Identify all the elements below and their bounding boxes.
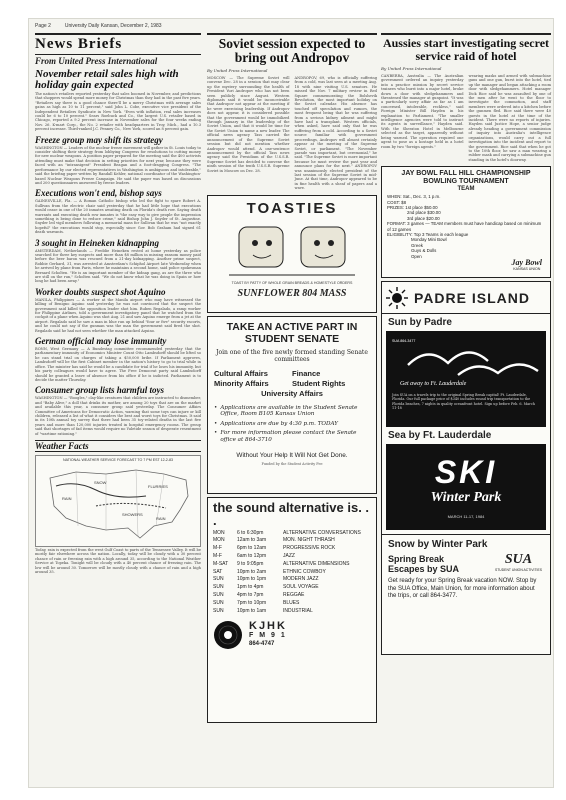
aussies-byline: By United Press International [381, 66, 442, 71]
bowling-detail: Greek [411, 242, 423, 248]
brief-body: WASHINGTON — "Boogles," clay-like creatures that children are instructed to dismember, and "Baby Alive," a doll that drinks its mother, are among 20 toys that are on the market and available this year, a consumer group said yesterday. The Consumer Affairs Committee of Americans for Democratic Action, warning that some toys can injure or kill children, released a list of what it considers the best and worst toys for Christmas. It said in its 10th annual toy survey that there had been 35 toy-related deaths in the last five years and more than 120,000 injuries treated in hospital emergency rooms. The group said that shortages of fad items would require no Yuletide season of desperate resentment of "wartime rationing." [35, 396, 201, 436]
schedule-show: INDUSTRIAL [283, 607, 313, 614]
schedule-time: 6pm to 12am [237, 545, 267, 552]
brief-body: WASHINGTON — Leaders of the nuclear freeze movement will gather in St. Louis today to consider shifting their strategy from lobbying Congress for resolutions to cutting money for new nuclear weapons. A position paper prepared for the meeting said the 400 activists attending must make that decision in setting priorities for next year, because they were faced with an "intransigent" President Reagan and a foot-dragging Congress. "The performance by our elected representatives in Washington is ambiguous and intolerable," said the briefing paper written by Randall Kehler, national coordinator of the Washington-based Nuclear Weapons Freeze Campaign. He said the paper was based on discussions and 200 questionnaires answered by freeze leaders. [35, 145, 201, 185]
bullet-icon: • [214, 420, 218, 427]
map-label: SNOW [94, 479, 107, 485]
schedule-day: SUN [213, 591, 224, 598]
padre-signature: Get away to Ft. Lauderdale [400, 381, 467, 388]
bowling-detail: 2nd place $30.00 [407, 210, 441, 216]
bowling-headline: JAY BOWL FALL HILL CHAMPIONSHIP BOWLING TOURNAMENT [401, 170, 531, 186]
committee-name: University Affairs [261, 388, 323, 398]
bowling-detail: ELIGIBILITY: Top 3 Teams in each league [387, 231, 469, 237]
senate-ad [207, 316, 377, 494]
schedule-time: 4pm to 7pm [237, 591, 264, 598]
news-briefs-title: News Briefs [35, 33, 201, 55]
kjhk-station: KJHK [249, 619, 287, 632]
senate-bullet: Applications are due by 4:30 p.m. TODAY [220, 420, 338, 427]
schedule-show: BLUES [283, 599, 300, 606]
schedule-day: SAT [213, 568, 223, 575]
jaybowl-logo-text: Jay Bowl [511, 258, 542, 268]
schedule-time: 7pm to 10pm [237, 599, 267, 606]
schedule-day: SUN [213, 607, 224, 614]
folio [35, 23, 549, 29]
news-briefs-subtitle: From United Press International [35, 56, 158, 66]
kjhk-headline: the sound alternative is. . . [213, 499, 370, 528]
senate-bullets [214, 405, 370, 444]
weather-map [35, 455, 201, 547]
ski-panel [386, 444, 546, 530]
aussies-col-a: CANBERRA, Australia — The Australian government ordered an inquiry yesterday into a practice mission by secret service trainees who burst into a major hotel, broke down a door with sledgehammers and threatened the manager at gunpoint. "It was a particularly sorry affair as far as I am concerned, intolerable, reckless," said Foreign Minister Bill Hayden in his explanation to Parliament. "The smaller intelligence agencies were told to instruct its agents in surveillance," Hayden said. With the Sheraton Hotel in Melbourne selected as the target, apparently without being warned. The operation required one agent to pose as a hostage held in a hotel room by two "foreign agents." [381, 74, 464, 149]
schedule-row [213, 546, 371, 552]
committee-name: Cultural Affairs [214, 368, 268, 378]
toast-illustration-icon [209, 219, 375, 281]
soviet-story [207, 75, 377, 191]
padre-sua-phone: SUA 864-3477 [392, 339, 416, 344]
kjhk-phone: 864-4747 [249, 640, 275, 647]
sua-logo-text: SUA [504, 552, 533, 568]
schedule-show: PROGRESSIVE ROCK [283, 545, 336, 552]
soviet-col-a: MOSCOW — The Supreme Soviet will convene Dec. 28 in a session that may clear up the mystery surrounding the health of President Yuri Andropov who has not been seen publicly since August. Western diplomats said it would be inconceivable that Andropov not appear at the meeting if he were exercising leadership. If Andropov does not appear, it is considered possible that the government would be immobilized through January in the leadership of the Soviet Union, and that it would be time for the Soviet Union to name a new leader. The official news agency Tass carried the announcement of the Supreme Soviet session but did not mention whether Andropov would attend. A one-sentence announcement by the official Tass news agency said the Presidium of the U.S.S.R. Supreme Soviet has decided to convene the ninth session of the tenth U.S.S.R. Supreme Soviet in Moscow on Dec. 28. [207, 76, 290, 173]
bowling-details [387, 194, 545, 259]
bowling-detail: PRIZES: 1st place $50.00 [387, 204, 438, 210]
kjhk-schedule [213, 531, 371, 615]
schedule-row [213, 585, 371, 591]
schedule-row [213, 531, 371, 537]
ski-dates: MARCH 11-17, 1984 [447, 514, 485, 520]
vinyl-record-icon [213, 620, 243, 650]
ski-sub: Winter Park [430, 490, 502, 506]
news-briefs-column [35, 33, 201, 574]
schedule-day: SUN [213, 584, 224, 591]
aussies-col-b: wearing masks and armed with submachine guns and one gun, burst into the hotel, tied up the manager and began attacking a room door with sledgehammers. Hotel manager Dick Rice said he was assaulted by one of the men after he went to the floor to investigate the commotion, and staff members were ordered into a kitchen before the gunmen fled. Rice said there were 40 guests in the hotel at the time of the incident. There were no reports of injuries. Hayden said Justice Hope, a senior judge already heading a government commission of inquiry into Australia's intelligence organizations, would carry out a full investigation into the incident and report to the government. Rice said that when he got to the 10th floor, he saw a man wearing a rubber mask and carrying a submachine gun standing in the hotel's doorway. [468, 74, 551, 162]
brief-headline: 3 sought in Heineken kidnapping [35, 237, 160, 248]
schedule-show: ETHNIC COWBOY [283, 568, 326, 575]
schedule-show: SOUL VOYAGE [283, 584, 319, 591]
brief-body: The nation's retailers reported yesterday that sales boomed in November, and predictions that shoppers would spend more money for Christmas than they had in the past five years. "Retailers say there is a good chance there'll be a merry Christmas with average sales gains as high as 10 to 11 percent," said John L. Cobe, executive vice president of the Independent Retailers Syndicate in New York. "Even with inflation, real sales increases could be 6 to 10 percent." Sears Roebuck and Co., the largest U.S. retailer based in Chicago, reported a 9.2 percent increase in November sales for the four weeks ending Nov. 26. K-mart Corp., the No. 2 retailer with headquarters in Troy, Mich., had a 10.3 percent increase. Third-ranked J.C. Penney Co., New York, scored an 8 percent gain. [35, 92, 201, 132]
schedule-day: MON [213, 529, 225, 536]
bowling-detail: Monday Mini Bowl [411, 237, 447, 243]
senate-credit: Funded by the Student Activity Fee [261, 461, 323, 466]
sua-logo-sub: STUDENT UNION ACTIVITIES [494, 568, 542, 573]
aussies-headline: Aussies start investigating secret service raid of hotel [381, 33, 551, 63]
schedule-time: 10pm to 2am [237, 568, 267, 575]
schedule-show: ALTERNATIVE CONVERSATIONS [283, 529, 361, 536]
committee-name: Finance [292, 368, 321, 378]
weather-body: Today, rain is expected from the west Gulf Coast to parts of the Tennessee Valley. It will be mostly fair elsewhere across the nation. Locally, today will be cloudy with a 30 percent chance of rain or freezing rain with a high around 35, according to the National Weather Service at Topeka. Tonight will be cloudy with a 40 percent chance of freezing rain. The low will be around 30. Tomorrow will be mostly cloudy with a chance of rain and a high around 35. [35, 547, 201, 574]
sun-icon [386, 287, 408, 309]
schedule-show: JAZZ [283, 552, 295, 559]
brief-headline: November retail sales high with holiday gain expected [35, 68, 179, 91]
senate-subline: Join one of the five newly formed standing Senate committees [216, 348, 368, 363]
map-label: SHOWERS [122, 511, 143, 517]
jaybowl-logo [512, 258, 542, 271]
senate-committees [214, 369, 370, 399]
padre-banner [382, 282, 550, 314]
soviet-headline: Soviet session expected to bring out Andropov [207, 33, 377, 65]
brief-headline: Consumer group lists harmful toys [35, 385, 165, 396]
map-label: RAIN [156, 515, 166, 521]
middle-column [207, 33, 377, 723]
bowling-detail: 3rd place $20.00 [407, 215, 440, 221]
soviet-col-b: ANDROPOV, 69, who is officially suffering from a cold, was last seen at a meeting Aug. 18 with nine visiting U.S. senators. He missed the Nov. 7 military review in Red Square commemorating the Bolshevik Revolution, the most important holiday on the Soviet calendar. His absence has touched off speculation and rumors, the most frequent being that he was suffering from a serious kidney ailment and might have had a transplant. Western officials, when asked, have said only that he was suffering from a cold. According to a Soviet source familiar with government proceedings, Andropov will almost certainly appear at the meeting of the Supreme Soviet, or parliament. "The November parade was important, but ceremonial," he said. "The Supreme Soviet is more important because he must review the past year and announce plans for the next." ANDROPOV was unanimously elected president of the last session of the Supreme Soviet in mid-June. At that time, Andropov appeared to be in fine health with a sheaf of papers and a wave. [294, 76, 377, 191]
senate-headline: TAKE AN ACTIVE PART IN STUDENT SENATE [226, 320, 358, 345]
right-column [381, 33, 551, 655]
winter-headline: Snow by Winter Park [382, 534, 550, 552]
brief-headline: Executions won't end, bishop says [35, 188, 162, 199]
weather-title: Weather Facts [35, 440, 201, 452]
bowling-detail: Guys & Dolls [411, 248, 437, 254]
schedule-day: M-SAT [213, 560, 229, 567]
kjhk-ad [207, 497, 377, 723]
map-label: FLURRIES [148, 483, 168, 489]
schedule-time: 9 to 9:05pm [237, 560, 264, 567]
bowling-detail: WHEN: Sat., Dec. 3, 1 p.m. [387, 194, 441, 200]
schedule-day: M-F [213, 552, 222, 559]
schedule-day: SUN [213, 599, 224, 606]
senate-bullet: For more information please contact the Senate office at 864-3710 [220, 430, 357, 443]
schedule-row [213, 562, 371, 568]
committee-name: Student Rights [292, 378, 346, 388]
schedule-row [213, 577, 371, 583]
bowling-detail: FORMAT: 3 games — TEAM members must have handicap based on minimum of 12 games [387, 221, 542, 232]
weather-map-caption: NATIONAL WEATHER SERVICE FORECAST TO 7 PM EST 12-2-83 [62, 457, 174, 462]
brief-body: BONN, West Germany — A Bundestag committee recommended yesterday that the parliamentary immunity of Economics Minister Count Otto Lambsdorff should be lifted so he can stand trial on charges of taking a $50,000 bribe. If Parliament approves, Lambsdorff will be the first Cabinet member in the nation's history to go to trial while in office. The minister has said he would be a candidate for trial if he loses his immunity, but his party colleagues would have to agree. The Free Democrat party said Lambsdorff should be granted a leave of absence from his office if he is indicted. Parliament is to decide the matter Thursday. [35, 347, 201, 382]
toasties-ad [207, 195, 377, 313]
soviet-byline: By United Press International [207, 68, 268, 73]
bullet-icon: • [214, 430, 218, 437]
schedule-row [213, 601, 371, 607]
sua-travel-ad [381, 281, 551, 655]
bowling-team: TEAM [457, 186, 475, 193]
schedule-show: MON. NIGHT THRASH [283, 537, 335, 544]
senate-closing: Without Your Help It Will Not Get Done. [236, 451, 348, 459]
padre-body: Join SUA on a travels trip to the original Spring Break capital! Ft. Lauderdale, Florida. Our full package price of $340 includes round trip transportation to the Florida beaches, 7 nights in quality oceanfront hotel. Sign up before Feb. 6. March 11-18 [392, 393, 535, 410]
schedule-time: 1pm to 4pm [237, 584, 264, 591]
schedule-day: SUN [213, 576, 224, 583]
schedule-time: 10pm to 1pm [237, 576, 267, 583]
kjhk-logo [213, 620, 371, 650]
lauderdale-panel [386, 331, 546, 427]
schedule-time: 10pm to 1am [237, 607, 267, 614]
brief-body: AMSTERDAM, Netherlands — Freddie Heineken rested at home yesterday as police searched for three key suspects and more than $8 million in missing ransom money paid before the beer baron was rescued from a 21-day kidnapping. Another prime suspect, Robbie Gerhard, 31, was arrested at Amsterdam's Schiphol Airport late Wednesday when he arrived by plane from Paris, where he maintains a second home, said police spokesman Bernard Scholten. "He is an important member of the kidnap gang, as are the three who are still on the run," Scholten said. "We do not know what he was doing in Spain or how long he had been away." [35, 248, 201, 284]
lauderdale-headline: Sea by Ft. Lauderdale [388, 430, 492, 442]
toasties-footer: SUNFLOWER 804 MASS [237, 287, 347, 299]
kjhk-station-block [249, 619, 287, 649]
toasties-headline: TOASTIES [246, 199, 338, 217]
sua-logo [495, 552, 542, 572]
schedule-day: M-F [213, 545, 222, 552]
bowling-ad [381, 166, 551, 278]
schedule-show: MODERN JAZZ [283, 576, 319, 583]
senate-bullet: Applications are available in the Student Senate Office, Room B105 Kansas Union [220, 404, 358, 418]
schedule-show: REGGAE [283, 591, 305, 598]
folio-page: Page 2 [35, 23, 51, 29]
winter-body: Get ready for your Spring Break vacation NOW. Stop by the SUA Office, Main Union, for more information about the trips, or call 864-3477. [388, 578, 537, 599]
kjhk-freq: F M 9 1 [249, 631, 287, 639]
jaybowl-logo-sub: KANSAS UNION [513, 267, 541, 272]
schedule-time: 6am to 12pm [237, 552, 267, 559]
committee-name: Minority Affairs [214, 378, 269, 388]
schedule-row [213, 609, 371, 615]
schedule-day: MON [213, 537, 225, 544]
padre-subheadline: Sun by Padre [388, 317, 452, 329]
bowling-detail: COST: $8 [387, 199, 407, 205]
padre-headline: PADRE ISLAND [414, 290, 530, 307]
schedule-show: ALTERNATIVE DIMENSIONS [283, 560, 350, 567]
brief-headline: Freeze group may shift its strategy [35, 134, 163, 145]
toasties-tagline: TOAST BY PATTY OF WHOLE GRAIN BREADS & HOMESTYLE ORDERS [231, 280, 353, 285]
bowling-detail: Open [411, 253, 422, 259]
winter-block [382, 552, 550, 602]
aussies-story [381, 73, 551, 162]
ski-text: SKI [434, 454, 498, 491]
schedule-time: 6 to 6:30pm [237, 529, 264, 536]
schedule-row [213, 538, 371, 544]
folio-paper: University Daily Kansan, December 2, 1983 [64, 23, 162, 29]
schedule-time: 12am to 3am [237, 537, 267, 544]
brief-body: GAINESVILLE, Fla. — A Roman Catholic bishop who led the fight to spare Robert A. Sullivan from the electric chair said yesterday that he had little hope that executions would cease in one of the 20 inmates awaiting death on Florida's death row. Saying death warrants and executing death row inmates is "the easy way to give people the impression something is being done to reduce crime," said Bishop John J. Snyder of St. Augustine. Snyder led vigil members following a memorial mass for Sullivan that he was "not exactly hopeful" the executions would stop, especially since Gov. Bob Graham had signed 61 death warrants. [35, 199, 201, 235]
schedule-row [213, 554, 371, 560]
winter-subheadline: Spring Break Escapes by SUA [388, 554, 460, 575]
bullet-icon: • [214, 404, 218, 411]
schedule-row [213, 570, 371, 576]
newspaper-page [28, 18, 554, 788]
brief-headline: German official may lose immunity [35, 336, 167, 347]
brief-headline: Worker doubts suspect shot Aquino [35, 286, 166, 297]
schedule-row [213, 593, 371, 599]
map-label: RAIN [62, 495, 72, 501]
brief-body: MANILA, Philippines — A worker at the Manila airport who may have witnessed the killing of Benigno Aquino said yesterday he was not convinced that the suspect the government said killed the opposition leader shot him. Ruben Regalado, a ramp worker for Philippine Airlines, told a government investigatory panel that he watched from the cockpit of a plane when Aquino was shot Aug. 21 and saw Aquino emerge from a jet at the airport. Regalado said he saw a man in blue run up behind "four or five" security escorts, and he could not say if the gunman was the man the government said fired the shot. Regalado said he had not seen whether the man attacked Aquino. [35, 297, 201, 333]
us-map-icon [36, 456, 200, 547]
